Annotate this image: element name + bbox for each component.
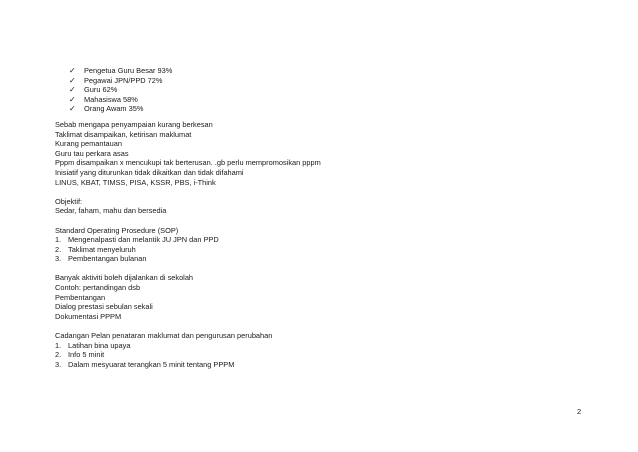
- item-text: Info 5 minit: [68, 350, 105, 360]
- list-item: [55, 85, 321, 95]
- list-item: [55, 76, 321, 86]
- item-text: Pembentangan bulanan: [68, 254, 147, 264]
- section-title: Standard Operating Prosedure (SOP): [55, 225, 179, 235]
- checkmark-icon: ✓: [69, 75, 76, 85]
- text-line: Banyak aktiviti boleh dijalankan di sekolah: [55, 273, 194, 283]
- text-line: LINUS, KBAT, TIMSS, PISA, KSSR, PBS, i-Think: [55, 177, 216, 187]
- text-line: Pembentangan: [55, 292, 106, 302]
- item-number: 3.: [55, 254, 62, 264]
- text-line: Pppm disampaikan x mencukupi tak berterusan. .gb perlu mempromosikan pppm: [55, 158, 321, 168]
- text-line: Kurang pemantauan: [55, 139, 122, 149]
- numbered-item: [55, 245, 321, 255]
- item-number: 1.: [55, 340, 62, 350]
- numbered-item: [55, 350, 321, 360]
- page-content: [55, 66, 321, 369]
- page-number: 2: [577, 407, 582, 416]
- item-text: Taklimat menyeluruh: [68, 244, 136, 254]
- numbered-item: [55, 341, 321, 351]
- item-number: 2.: [55, 244, 62, 254]
- checkmark-icon: ✓: [69, 85, 76, 95]
- checkmark-icon: ✓: [69, 104, 76, 114]
- text-line: Inisiatif yang diturunkan tidak dikaitkan dan tidak difahami: [55, 167, 244, 177]
- list-item: [55, 95, 321, 105]
- section-plan: [55, 331, 321, 369]
- section-activities: [55, 273, 321, 321]
- checklist: [55, 66, 321, 114]
- list-item-text: Guru 62%: [84, 85, 118, 95]
- text-line: Dialog prestasi sebulan sekali: [55, 302, 153, 312]
- item-number: 2.: [55, 350, 62, 360]
- section-title: Cadangan Pelan penataran maklumat dan pengurusan perubahan: [55, 331, 273, 341]
- list-item-text: Pengetua Guru Besar 93%: [84, 66, 173, 75]
- item-text: Latihan bina upaya: [68, 340, 131, 350]
- list-item-text: Pegawai JPN/PPD 72%: [84, 75, 163, 85]
- numbered-item: [55, 235, 321, 245]
- list-item-text: Mahasiswa 58%: [84, 94, 138, 104]
- text-line: Dokumentasi PPPM: [55, 311, 122, 321]
- list-item: [55, 66, 321, 76]
- checkmark-icon: ✓: [69, 94, 76, 104]
- item-text: Dalam mesyuarat terangkan 5 minit tentang PPPM: [68, 359, 235, 369]
- text-line: Taklimat disampaikan, ketirisan maklumat: [55, 129, 192, 139]
- item-text: Mengenalpasti dan melantik JU JPN dan PPD: [68, 235, 219, 245]
- text-line: Sedar, faham, mahu dan bersedia: [55, 206, 167, 216]
- text-line: Contoh: pertandingan dsb: [55, 283, 141, 293]
- section-reasons: [55, 120, 321, 187]
- section-objective: [55, 197, 321, 216]
- section-sop: [55, 226, 321, 264]
- list-item-text: Orang Awam 35%: [84, 104, 144, 114]
- item-number: 1.: [55, 235, 62, 245]
- numbered-item: [55, 254, 321, 264]
- list-item: [55, 104, 321, 114]
- text-line: Sebab mengapa penyampaian kurang berkesan: [55, 119, 213, 129]
- item-number: 3.: [55, 359, 62, 369]
- text-line: Objektif:: [55, 196, 83, 206]
- checkmark-icon: ✓: [69, 66, 76, 75]
- text-line: Guru tau perkara asas: [55, 148, 129, 158]
- numbered-item: [55, 360, 321, 370]
